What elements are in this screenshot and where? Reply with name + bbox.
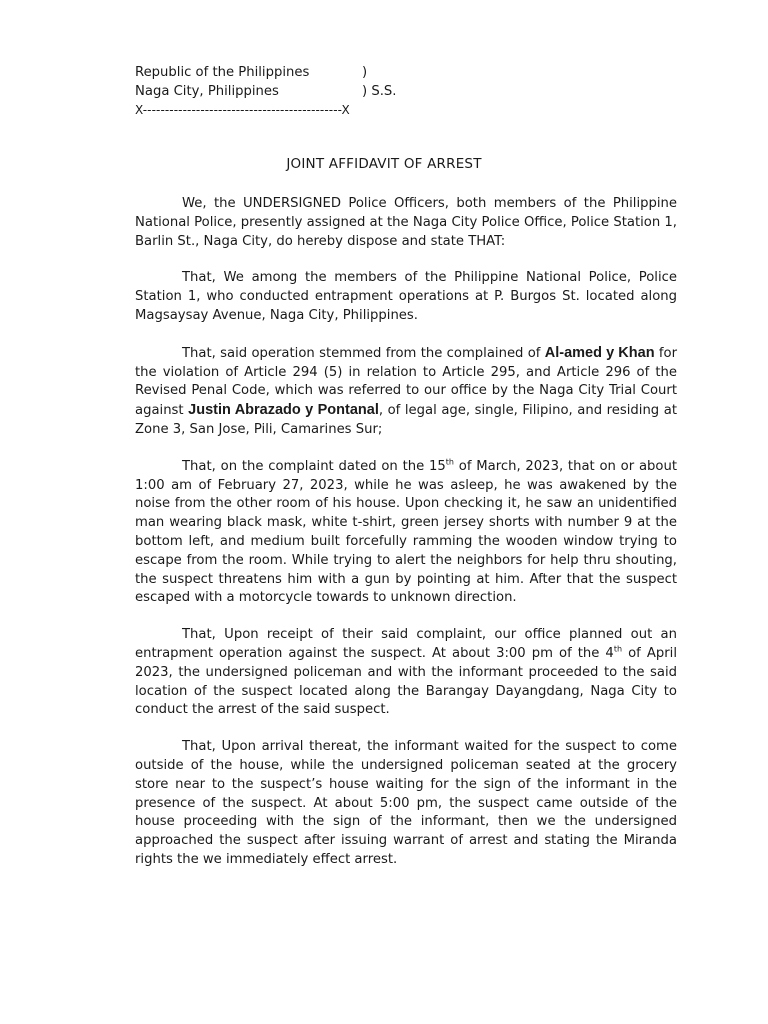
venue-city: Naga City, Philippines	[135, 84, 279, 99]
paragraph-4-text-a: That, on the complaint dated on the 15	[182, 458, 446, 474]
venue-line-country	[135, 63, 435, 82]
paragraph-5	[135, 626, 677, 720]
paragraph-3-text-b: for the violation of Article 294 (5) in relation to Article 295, and Article 296 of the Revised Penal Code, which was referred to our office by the Naga City Trial Court against	[135, 345, 677, 419]
paragraph-5-ordinal: th	[613, 644, 623, 654]
paragraph-5-text-a: That, Upon receipt of their said complaint, our office planned out an entrapment operation against the suspect. At about 3:00 pm of the 4	[135, 627, 677, 661]
venue-line-city	[135, 82, 435, 101]
paragraph-5-text-b: of April 2023, the undersigned policeman and with the informant proceeded to the said location of the suspect located along the Barangay Dayangdang, Naga City to conduct the arrest of the said suspect.	[135, 645, 677, 718]
venue-block	[135, 63, 435, 120]
complainant-name: Al-amed y Khan	[544, 344, 655, 361]
venue-country: Republic of the Philippines	[135, 65, 310, 80]
suspect-name: Justin Abrazado y Pontanal	[188, 402, 379, 419]
document-title: JOINT AFFIDAVIT OF ARREST	[286, 156, 482, 172]
paragraph-3	[135, 344, 677, 440]
paragraph-2: That, We among the members of the Philippine National Police, Police Station 1, who conducted entrapment operations at P. Burgos St. located along Magsaysay Avenue, Naga City, Philippines.	[135, 270, 677, 323]
venue-paren: )	[362, 65, 368, 80]
paragraph-4-ordinal: th	[445, 457, 454, 467]
paragraph-4	[135, 458, 677, 608]
paragraph-3-text-c: , of legal age, single, Filipino, and residing at Zone 3, San Jose, Pili, Camarines Sur;	[135, 403, 677, 437]
affidavit-body	[135, 195, 677, 888]
paragraph-4-text-b: of March, 2023, that on or about 1:00 am of February 27, 2023, while he was asleep, he was awakened by the noise from the other room of his house. Upon checking it, he saw an unidentified man wearing black mask, white t-shirt, green jersey shorts with number 9 at the bottom left, and medium built forcefully ramming the wooden window trying to escape from the room. While trying to alert the neighbors for help thru shouting, the suspect threatens him with a gun by pointing at him. After that the suspect escaped with a motorcycle towards to unknown direction.	[135, 458, 677, 606]
paragraph-6: That, Upon arrival thereat, the informant waited for the suspect to come outside of the house, while the undersigned policeman seated at the grocery store near to the suspect’s house waiting for the sign of the informant in the presence of the suspect. At about 5:00 pm, the suspect came outside of the house proceeding with the sign of the informant, then we the undersigned approached the suspect after issuing warrant of arrest and stating the Miranda rights the we immediately effect arrest.	[135, 739, 677, 867]
paragraph-3-text-a: That, said operation stemmed from the complained of	[182, 345, 545, 361]
paragraph-1: We, the UNDERSIGNED Police Officers, both members of the Philippine National Police, presently assigned at the Naga City Police Office, Police Station 1, Barlin St., Naga City, do hereby dispose and state THAT:	[135, 196, 677, 249]
venue-ss: ) S.S.	[362, 84, 397, 99]
venue-rule: X---------------------------------------------X	[135, 103, 350, 117]
